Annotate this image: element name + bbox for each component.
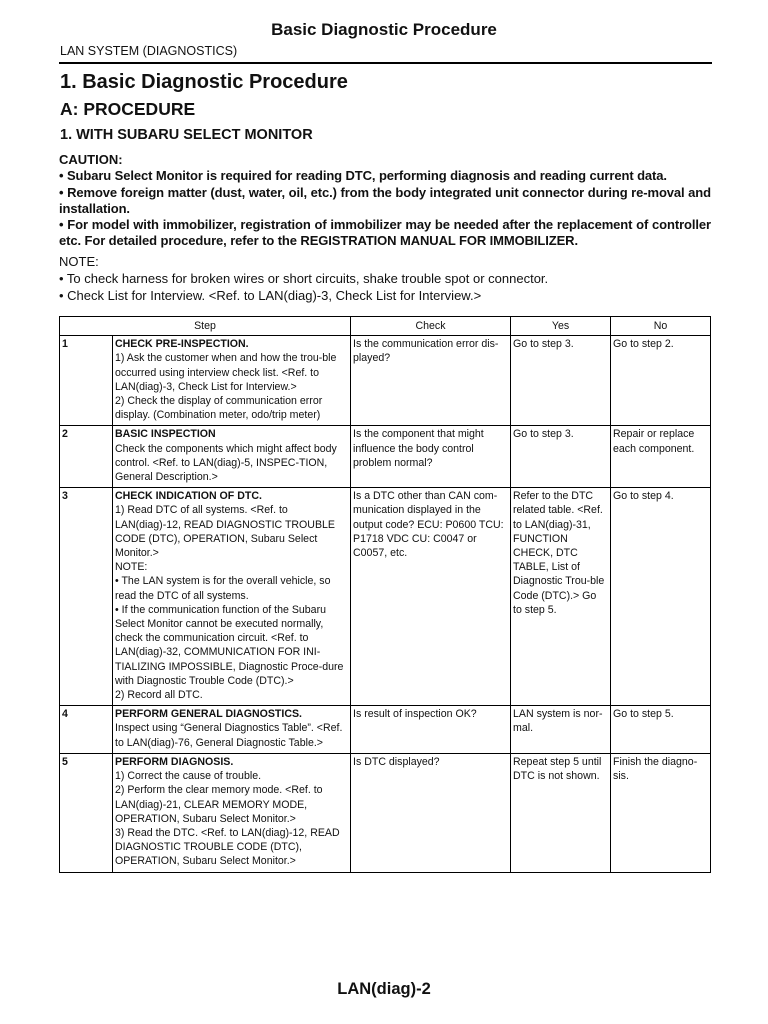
subheading-select-monitor: 1. WITH SUBARU SELECT MONITOR [60,127,313,143]
step-line: Inspect using “General Diagnostics Table”. <Ref. to LAN(diag)-76, General Diagnostic Table.> [115,722,343,749]
table-row [60,488,711,706]
note-item: • Check List for Interview. <Ref. to LAN(diag)-3, Check List for Interview.> [59,288,482,303]
step-description [113,488,351,706]
check-cell: Is the communication error dis-played? [351,336,511,426]
step-description [113,426,351,488]
header-no: No [611,317,711,336]
caution-item: • Subaru Select Monitor is required for reading DTC, performing diagnosis and reading current data. [59,168,667,184]
yes-cell: Repeat step 5 until DTC is not shown. [511,753,611,872]
step-description [113,753,351,872]
step-line: • If the communication function of the Subaru Select Monitor cannot be executed normally, check the communication circuit. <Ref. to LAN(diag)-32, COMMUNICATION FOR INI-TIALIZING IMPOSSIBLE, Diagnostic Proce-dure with Diagnostic Trouble Code (DTC).> [115,603,344,687]
header-check: Check [351,317,511,336]
header-step: Step [60,317,351,336]
table-row [60,706,711,754]
step-line: 1) Ask the customer when and how the trou-ble occurred using interview check list. <Ref. to LAN(diag)-3, Check List for Interview.> [115,352,337,393]
step-line: 2) Record all DTC. [115,689,203,702]
table-row [60,426,711,488]
step-title: PERFORM DIAGNOSIS. [115,755,234,768]
running-title: Basic Diagnostic Procedure [271,20,497,39]
step-title: CHECK PRE-INSPECTION. [115,338,249,351]
caution-block [59,152,711,250]
step-number: 3 [60,488,113,706]
step-number: 5 [60,753,113,872]
note-block [59,253,711,304]
caution-title: CAUTION: [59,152,123,167]
table-row [60,753,711,872]
caution-item: • Remove foreign matter (dust, water, oil, etc.) from the body integrated unit connector during re-moval and installation. [59,184,711,216]
step-description [113,336,351,426]
section-label: LAN SYSTEM (DIAGNOSTICS) [60,44,238,58]
step-line: 3) Read the DTC. <Ref. to LAN(diag)-12, READ DIAGNOSTIC TROUBLE CODE (DTC), OPERATION, Subaru Select Monitor.> [115,826,340,868]
table-header-row [60,317,711,336]
yes-cell: Go to step 3. [511,426,611,488]
step-line: 1) Correct the cause of trouble. [115,770,262,783]
page-number: LAN(diag)-2 [337,980,431,998]
note-title: NOTE: [59,254,99,269]
no-cell: Go to step 5. [611,706,711,754]
step-title: PERFORM GENERAL DIAGNOSTICS. [115,708,302,721]
page-title: 1. Basic Diagnostic Procedure [60,71,348,93]
yes-cell: LAN system is nor-mal. [511,706,611,754]
step-number: 4 [60,706,113,754]
step-line: • The LAN system is for the overall vehicle, so read the DTC of all systems. [115,575,331,602]
check-cell: Is DTC displayed? [351,753,511,872]
table-row [60,336,711,426]
check-cell: Is the component that might influence the body control problem normal? [351,426,511,488]
step-number: 2 [60,426,113,488]
header-rule [59,62,712,64]
yes-cell: Go to step 3. [511,336,611,426]
note-item: • To check harness for broken wires or short circuits, shake trouble spot or connector. [59,271,549,286]
step-line: NOTE: [115,561,148,574]
yes-cell: Refer to the DTC related table. <Ref. to LAN(diag)-31, FUNCTION CHECK, DTC TABLE, List of Diagnostic Trou-ble Code (DTC).> Go to step 5. [511,488,611,706]
no-cell: Go to step 2. [611,336,711,426]
check-cell: Is a DTC other than CAN com-munication displayed in the output code? ECU: P0600 TCU: P1718 VDC CU: C0047 or C0057, etc. [351,488,511,706]
caution-item: • For model with immobilizer, registration of immobilizer may be needed after the replacement of controller etc. For detailed procedure, refer to the REGISTRATION MANUAL FOR IMMOBILIZER. [59,217,711,249]
step-line: 2) Check the display of communication error display. (Combination meter, odo/trip meter) [115,395,323,422]
step-line: Check the components which might affect body control. <Ref. to LAN(diag)-5, INSPEC-TION, General Description.> [115,442,337,484]
no-cell: Repair or replace each component. [611,426,711,488]
diagnostic-table [59,316,711,873]
step-title: BASIC INSPECTION [115,428,216,441]
step-description [113,706,351,754]
subheading-procedure: A: PROCEDURE [60,99,196,119]
step-number: 1 [60,336,113,426]
step-line: 2) Perform the clear memory mode. <Ref. to LAN(diag)-21, CLEAR MEMORY MODE, OPERATION, Subaru Select Monitor.> [115,784,323,825]
no-cell: Finish the diagno-sis. [611,753,711,872]
step-line: 1) Read DTC of all systems. <Ref. to LAN(diag)-12, READ DIAGNOSTIC TROUBLE CODE (DTC), OPERATION, Subaru Select Monitor.> [115,504,335,560]
step-title: CHECK INDICATION OF DTC. [115,490,262,503]
header-yes: Yes [511,317,611,336]
no-cell: Go to step 4. [611,488,711,706]
check-cell: Is result of inspection OK? [351,706,511,754]
